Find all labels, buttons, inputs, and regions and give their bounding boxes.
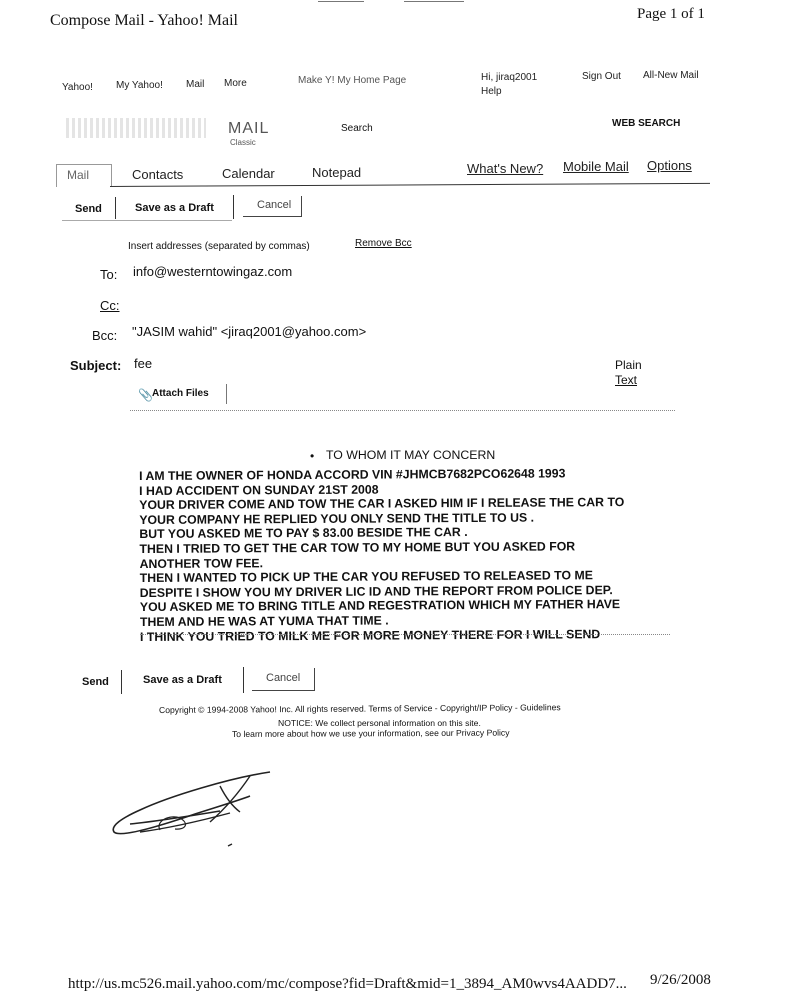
cc-field[interactable] — [133, 298, 613, 314]
nav-my-yahoo-link[interactable]: My Yahoo! — [116, 80, 163, 91]
editor-bottom-border — [140, 634, 670, 635]
divider — [115, 197, 116, 219]
tab-calendar[interactable]: Calendar — [222, 166, 275, 181]
message-heading: TO WHOM IT MAY CONCERN — [326, 448, 496, 462]
to-label: To: — [100, 267, 118, 282]
plain-text-label: Text — [615, 373, 638, 387]
cancel-button-bottom-label: Cancel — [266, 672, 301, 684]
remove-bcc-label: Remove Bcc — [355, 238, 412, 249]
remove-bcc-link[interactable] — [355, 238, 412, 249]
subject-label: Subject: — [70, 358, 122, 373]
divider — [233, 195, 234, 219]
message-line: DESPITE I SHOW YOU MY DRIVER LIC ID AND THE REPORT FROM POLICE DEP. — [139, 582, 613, 600]
plain-text-link-line1[interactable]: Plain — [615, 358, 642, 372]
print-date: 9/26/2008 — [650, 972, 711, 988]
send-button-bottom[interactable]: Send — [82, 676, 109, 688]
make-home-page-link[interactable]: Make Y! My Home Page — [298, 75, 407, 86]
subject-field[interactable]: fee — [134, 356, 153, 371]
plain-text-link-line2[interactable] — [615, 373, 637, 387]
message-line: I THINK YOU TRIED TO MILK ME FOR MORE MONEY THERE FOR I WILL SEND — [139, 626, 601, 644]
send-button-top[interactable]: Send — [75, 203, 102, 215]
message-line: THEN I TRIED TO GET THE CAR TOW TO MY HOME BUT YOU ASKED FOR — [139, 539, 576, 556]
message-line: YOU ASKED ME TO BRING TITLE AND REGESTRATION WHICH MY FATHER HAVE — [139, 597, 621, 615]
save-draft-button-top[interactable]: Save as a Draft — [135, 202, 214, 214]
divider — [121, 670, 122, 694]
message-line: YOUR DRIVER COME AND TOW THE CAR I ASKED HIM IF I RELEASE THE CAR TO — [139, 495, 625, 513]
all-new-mail-link[interactable]: All-New Mail — [643, 70, 699, 81]
message-line: I HAD ACCIDENT ON SUNDAY 21ST 2008 — [139, 482, 379, 498]
print-page-title: Compose Mail - Yahoo! Mail — [50, 12, 238, 29]
print-page-number: Page 1 of 1 — [637, 6, 705, 22]
tab-mail[interactable] — [56, 164, 112, 187]
attach-files-button[interactable] — [138, 384, 227, 404]
mail-logo-text: MAIL — [228, 120, 270, 137]
insert-addresses-hint: Insert addresses (separated by commas) — [128, 241, 310, 252]
message-line: THEM AND HE WAS AT YUMA THAT TIME . — [139, 613, 389, 629]
search-button[interactable]: Search — [341, 123, 373, 134]
cancel-button-top[interactable] — [243, 196, 302, 217]
tab-mail-label: Mail — [67, 168, 90, 182]
whats-new-link[interactable] — [467, 161, 543, 176]
notice-text: NOTICE: We collect personal information on this site. — [278, 718, 481, 728]
cc-label-text: Cc: — [100, 298, 120, 313]
message-line: THEN I WANTED TO PICK UP THE CAR YOU REFUSED TO RELEASED TO ME — [139, 568, 593, 586]
whats-new-label: What's New? — [467, 161, 544, 176]
user-greeting: Hi, jiraq2001 — [481, 72, 538, 83]
copyright-text: Copyright © 1994-2008 Yahoo! Inc. All rights reserved. Terms of Service - Copyright/IP Policy - Guidelines — [158, 702, 561, 715]
print-url: http://us.mc526.mail.yahoo.com/mc/compose?fid=Draft&mid=1_3894_AM0wvs4AADD7... — [68, 976, 627, 992]
yahoo-logo — [66, 118, 206, 138]
sign-out-link[interactable]: Sign Out — [582, 71, 621, 82]
handwritten-signature — [100, 766, 280, 856]
nav-mail-link[interactable]: Mail — [186, 79, 205, 90]
message-line: YOUR COMPANY HE REPLIED YOU ONLY SEND THE TITLE TO US . — [139, 510, 535, 527]
web-search-button[interactable]: WEB SEARCH — [612, 118, 681, 129]
options-link[interactable] — [647, 158, 692, 173]
mobile-mail-link[interactable] — [563, 159, 629, 174]
tab-notepad[interactable]: Notepad — [312, 165, 362, 180]
classic-label: Classic — [230, 138, 256, 147]
cancel-button-top-label: Cancel — [257, 199, 292, 211]
nav-more-link[interactable]: More — [224, 78, 247, 89]
to-field[interactable]: info@westerntowingaz.com — [133, 264, 293, 279]
tab-contacts[interactable]: Contacts — [132, 167, 184, 182]
message-line: BUT YOU ASKED ME TO PAY $ 83.00 BESIDE THE CAR . — [139, 525, 468, 542]
mobile-mail-label: Mobile Mail — [563, 159, 629, 174]
cc-label — [100, 298, 120, 313]
divider — [243, 667, 244, 693]
options-label: Options — [647, 158, 692, 173]
message-line: ANOTHER TOW FEE. — [139, 555, 264, 571]
scan-mark — [404, 1, 464, 2]
bullet: • — [310, 449, 315, 463]
help-link[interactable]: Help — [481, 86, 502, 97]
message-line: I AM THE OWNER OF HONDA ACCORD VIN #JHMCB7682PCO62648 1993 — [139, 466, 566, 483]
save-draft-button-bottom[interactable]: Save as a Draft — [143, 674, 222, 686]
bcc-field[interactable]: "JASIM wahid" <jiraq2001@yahoo.com> — [132, 324, 367, 339]
editor-top-border — [130, 410, 675, 411]
attach-files-label: Attach Files — [152, 388, 209, 399]
message-body[interactable] — [139, 466, 625, 644]
cancel-button-bottom[interactable] — [252, 668, 315, 691]
tab-bar-divider — [110, 183, 710, 187]
nav-yahoo-link[interactable]: Yahoo! — [62, 82, 93, 93]
toolbar-underline — [62, 220, 232, 221]
paperclip-icon: 📎 — [138, 388, 153, 402]
scan-mark — [318, 1, 364, 2]
bcc-label: Bcc: — [92, 328, 118, 343]
privacy-text: To learn more about how we use your information, see our Privacy Policy — [231, 727, 510, 739]
